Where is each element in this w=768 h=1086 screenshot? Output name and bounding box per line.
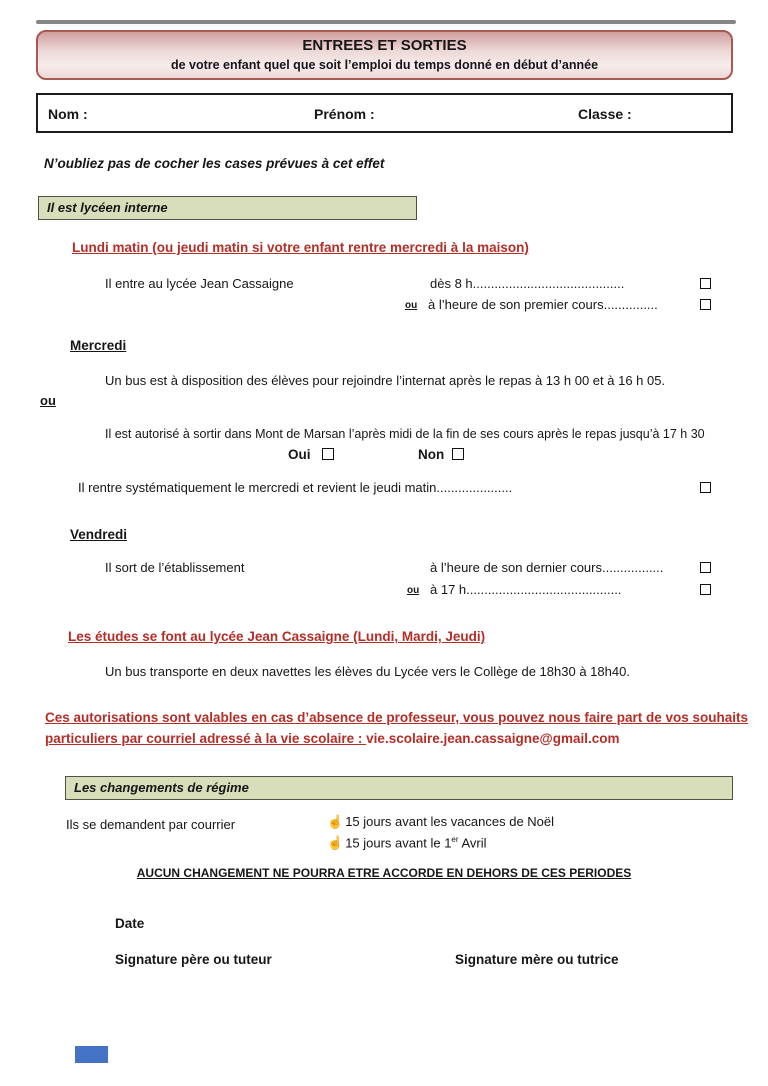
vendredi-ou: ou (407, 585, 420, 596)
non-label: Non (418, 447, 445, 462)
identity-box (36, 93, 733, 133)
mercredi-ou: ou (40, 393, 56, 408)
vie-scolaire-email: vie.scolaire.jean.cassaigne@gmail.com (366, 731, 620, 746)
vendredi-option-dernier-cours: à l’heure de son dernier cours................. (430, 560, 664, 575)
classe-label: Classe : (578, 106, 632, 122)
signature-pere-label: Signature père ou tuteur (115, 952, 272, 967)
title-banner (36, 30, 733, 80)
autorisations-line2 (45, 731, 619, 748)
regime-item-noel (327, 814, 554, 830)
autorisations-line2-text: particuliers par courriel adressé à la vie scolaire : (45, 731, 367, 746)
regime-item-avril-sup: er (451, 835, 459, 844)
mercredi-heading: Mercredi (70, 338, 127, 353)
checkbox-oui[interactable] (322, 448, 334, 460)
etudes-bus-text: Un bus transporte en deux navettes les élèves du Lycée vers le Collège de 18h30 à 18h40. (105, 664, 630, 679)
regime-item-avril (327, 835, 486, 852)
regime-item-noel-text: 15 jours avant les vacances de Noël (345, 814, 555, 829)
reminder-text: N’oubliez pas de cocher les cases prévues à cet effet (44, 156, 385, 171)
vendredi-intro: Il sort de l’établissement (105, 560, 245, 575)
regime-intro: Ils se demandent par courrier (66, 817, 236, 832)
regime-item-avril-suffix: Avril (458, 835, 487, 851)
etudes-heading: Les études se font au lycée Jean Cassaigne (Lundi, Mardi, Jeudi) (68, 629, 486, 644)
pointing-hand-icon: ☝ (327, 814, 344, 829)
pointing-hand-icon: ☝ (327, 835, 344, 851)
checkbox-non[interactable] (452, 448, 464, 460)
mercredi-bus-text: Un bus est à disposition des élèves pour rejoindre l’internat après le repas à 13 h 00 et à 16 h 05. (105, 373, 666, 388)
checkbox-vendredi-17h[interactable] (700, 584, 711, 595)
no-change-warning-text: AUCUN CHANGEMENT NE POURRA ETRE ACCORDE EN DEHORS DE CES PERIODES (136, 866, 632, 880)
page-subtitle: de votre enfant quel que soit l’emploi du temps donné en début d’année (170, 57, 599, 72)
vendredi-heading: Vendredi (70, 527, 128, 542)
page-title: ENTREES ET SORTIES (302, 37, 467, 54)
no-change-warning (0, 866, 768, 881)
autorisations-line1: Ces autorisations sont valables en cas d’absence de professeur, vous pouvez nous faire part de vos souhaits (45, 710, 748, 725)
checkbox-vendredi-dernier-cours[interactable] (700, 562, 711, 573)
regime-item-avril-prefix: 15 jours avant le 1 (345, 835, 452, 851)
checkbox-rentre-mercredi[interactable] (700, 482, 711, 493)
section-interne-header: Il est lycéen interne (38, 196, 417, 220)
footer-blue-bar (75, 1046, 108, 1063)
mercredi-sortie-text: Il est autorisé à sortir dans Mont de Marsan l’après midi de la fin de ses cours après le repas jusqu’à 17 h 30 (105, 427, 705, 441)
oui-label: Oui (288, 447, 311, 462)
vendredi-option-17h: à 17 h........................................... (430, 582, 622, 597)
nom-label: Nom : (48, 106, 88, 122)
scan-artifact-line (36, 20, 736, 24)
lundi-heading: Lundi matin (ou jeudi matin si votre enfant rentre mercredi à la maison) (72, 240, 529, 255)
mercredi-rentre-text: Il rentre systématiquement le mercredi et revient le jeudi matin..................... (78, 480, 513, 495)
prenom-label: Prénom : (314, 106, 375, 122)
section-regime-header: Les changements de régime (65, 776, 733, 800)
lundi-option-premier-cours: à l’heure de son premier cours............... (428, 297, 658, 312)
lundi-option-8h: dès 8 h.......................................... (430, 276, 625, 291)
lundi-intro: Il entre au lycée Jean Cassaigne (105, 276, 294, 291)
checkbox-lundi-premier-cours[interactable] (700, 299, 711, 310)
signature-mere-label: Signature mère ou tutrice (455, 952, 619, 967)
date-label: Date (115, 916, 145, 931)
lundi-ou: ou (405, 300, 418, 311)
checkbox-lundi-8h[interactable] (700, 278, 711, 289)
